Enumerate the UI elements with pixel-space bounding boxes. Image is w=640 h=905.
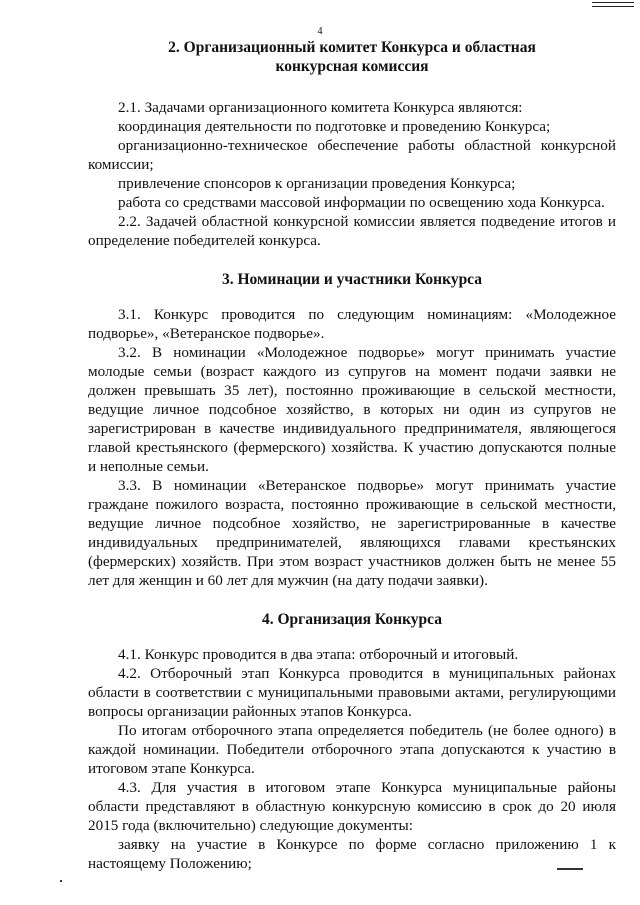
- paragraph-2-1-item-2: организационно-техническое обеспечение работы областной конкурсной комиссии;: [88, 137, 616, 173]
- paragraph-2-1-item-1: координация деятельности по подготовке и проведению Конкурса;: [118, 118, 551, 135]
- section-2-title-line-2: конкурсная комиссия: [275, 58, 429, 75]
- paragraph-2-1-item-4: работа со средствами массовой информации по освещению хода Конкурса.: [118, 194, 605, 211]
- paragraph-4-2-results: По итогам отборочного этапа определяется победитель (не более одного) в каждой номинации. Победители отборочного этапа допускаются к участию в итоговом этапе Конкурса.: [88, 722, 616, 777]
- paragraph-2-2: 2.2. Задачей областной конкурсной комиссии является подведение итогов и определение победителей конкурса.: [88, 213, 616, 249]
- scan-artifact: [60, 880, 62, 882]
- page-number: 4: [317, 26, 323, 37]
- paragraph-3-2: 3.2. В номинации «Молодежное подворье» могут принимать участие молодые семьи (возраст каждого из супругов на момент подачи заявки не должен превышать 35 лет), постоянно проживающие в сельской местности, ведущие личное подсобное хозяйство, в которых ни один из супругов не зарегистрирован в качестве индивидуального предпринимателя, являющегося главой крестьянского (фермерского) хозяйства. К участию допускаются полные и неполные семьи.: [88, 344, 616, 475]
- section-3-body: [88, 305, 616, 590]
- document-body: [88, 38, 616, 873]
- section-2-title: [88, 38, 616, 76]
- paragraph-4-3: 4.3. Для участия в итоговом этапе Конкурса муниципальные районы области представляют в областную конкурсную комиссию в срок до 20 июля 2015 года (включительно) следующие документы:: [88, 779, 616, 834]
- section-3-title: 3. Номинации и участники Конкурса: [221, 271, 483, 288]
- section-2-title-line-1: 2. Организационный комитет Конкурса и областная: [168, 39, 536, 56]
- paragraph-4-1: 4.1. Конкурс проводится в два этапа: отборочный и итоговый.: [118, 646, 519, 663]
- section-2-body: [88, 98, 616, 250]
- paragraph-2-1-item-3: привлечение спонсоров к организации проведения Конкурса;: [118, 175, 516, 192]
- scan-edge-mark: [592, 2, 634, 7]
- section-4-body: [88, 645, 616, 873]
- paragraph-3-3: 3.3. В номинации «Ветеранское подворье» могут принимать участие граждане пожилого возраста, постоянно проживающие в сельской местности, ведущие личное подсобное хозяйство, не зарегистрированные в качестве индивидуальных предпринимателей, являющихся главами крестьянских (фермерских) хозяйств. При этом возраст участников должен быть не менее 55 лет для женщин и 60 лет для мужчин (на дату подачи заявки).: [88, 477, 616, 589]
- paragraph-2-1: 2.1. Задачами организационного комитета Конкурса являются:: [118, 99, 523, 116]
- paragraph-4-2: 4.2. Отборочный этап Конкурса проводится в муниципальных районах области в соответствии с муниципальными правовыми актами, регулирующими вопросы организации районных этапов Конкурса.: [88, 665, 616, 720]
- paragraph-3-1: 3.1. Конкурс проводится по следующим номинациям: «Молодежное подворье», «Ветеранское подворье».: [88, 306, 616, 342]
- paragraph-4-3-item-1: заявку на участие в Конкурсе по форме согласно приложению 1 к настоящему Положению;: [88, 836, 616, 872]
- section-4-title: 4. Организация Конкурса: [262, 611, 442, 628]
